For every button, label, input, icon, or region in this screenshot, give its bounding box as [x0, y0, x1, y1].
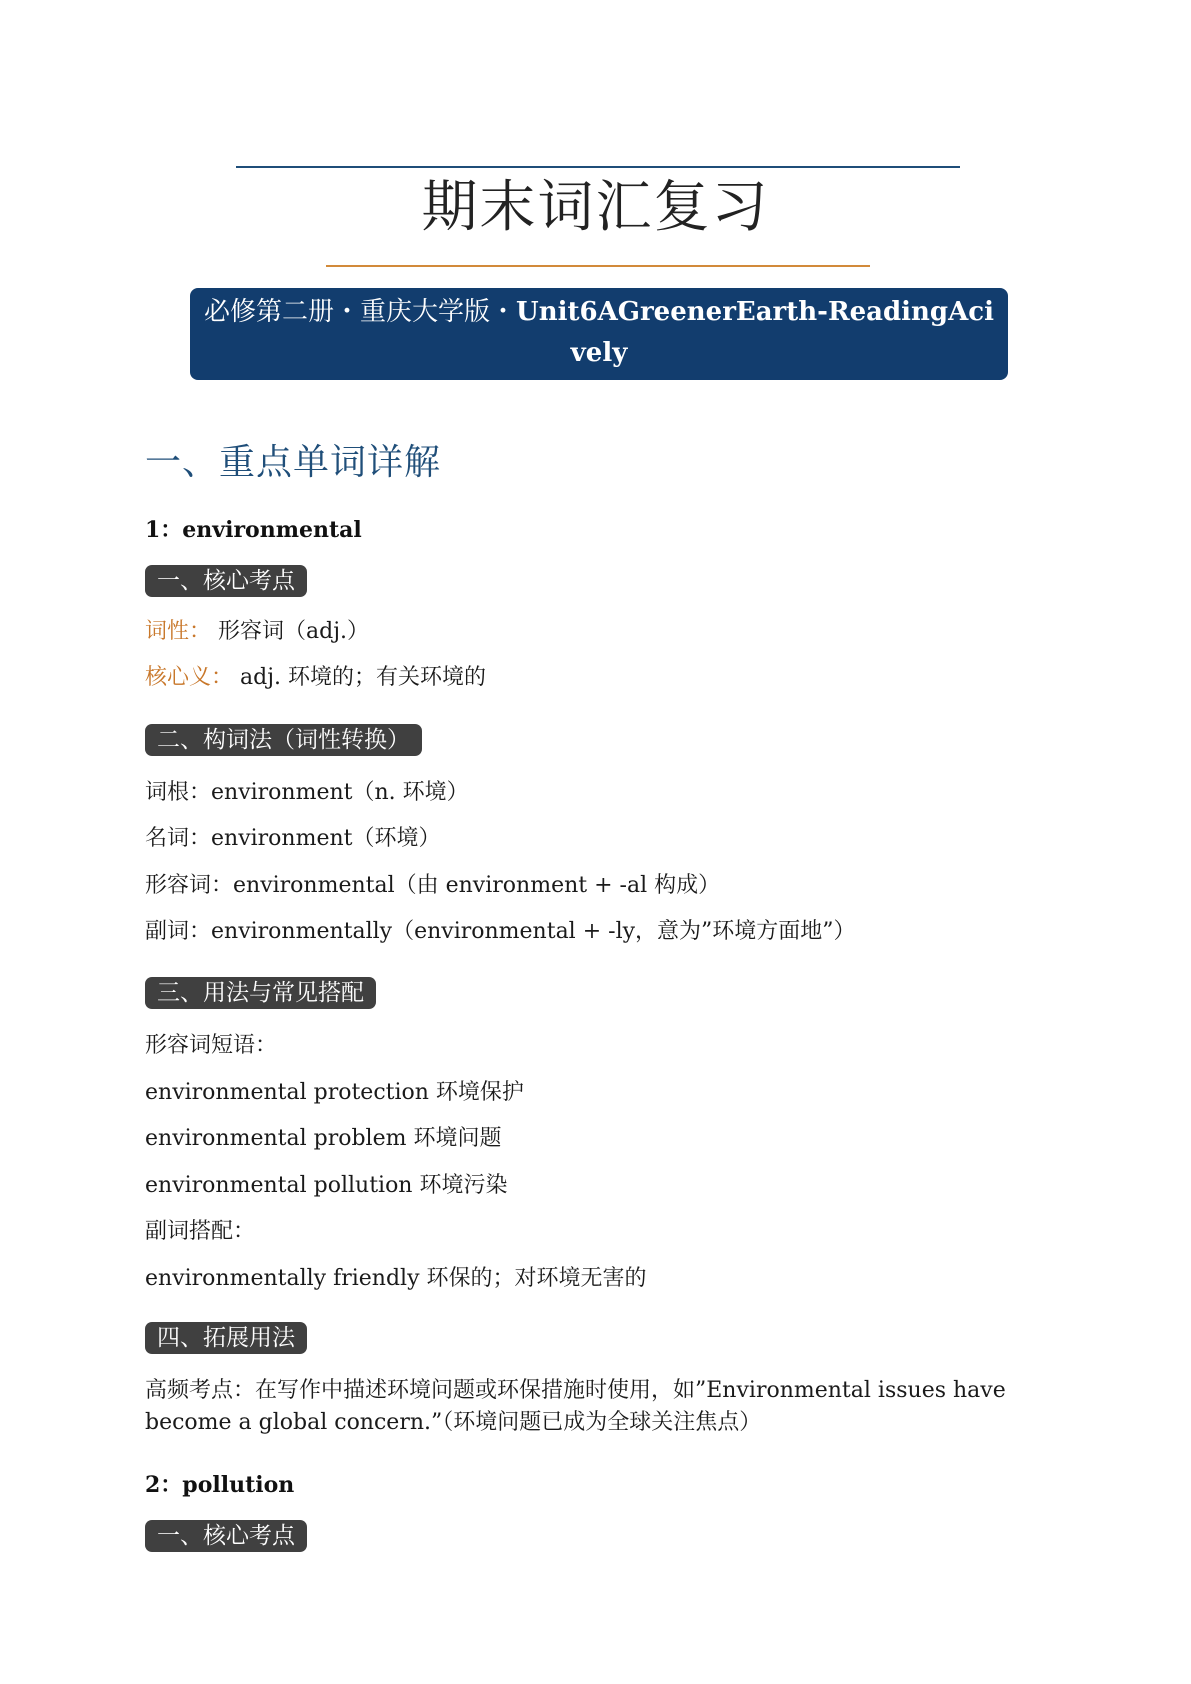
usage-line: 副词搭配： [145, 1219, 256, 1244]
tag-core: 一、核心考点 [145, 1520, 307, 1552]
pos-value: 形容词（adj.） [218, 619, 370, 644]
tag-usage: 三、用法与常见搭配 [145, 977, 376, 1009]
usage-line: environmental pollution 环境污染 [145, 1173, 508, 1198]
morph-line: 形容词：environmental（由 environment + -al 构成） [145, 873, 721, 898]
pos-line [145, 617, 369, 647]
morph-line: 名词：environment（环境） [145, 826, 441, 851]
section-heading: 一、重点单词详解 [145, 442, 442, 483]
banner-unit: Unit6AGreenerEarth-ReadingAcively [516, 297, 994, 368]
usage-line: environmental protection 环境保护 [145, 1080, 524, 1105]
meaning-label: 核心义： [145, 665, 234, 690]
page-title: 期末词汇复习 [421, 175, 770, 240]
unit-banner [190, 288, 1008, 380]
morph-line: 词根：environment（n. 环境） [145, 780, 469, 805]
word-title: 1：environmental [145, 517, 362, 543]
tag-morphology: 二、构词法（词性转换） [145, 724, 422, 756]
extension-text: 高频考点：在写作中描述环境问题或环保措施时使用，如”Environmental issues have become a global concern.”（环境问题已成为全球关注焦点） [145, 1378, 1006, 1435]
meaning-value: adj. 环境的；有关环境的 [240, 665, 487, 690]
title-top-rule [236, 166, 960, 168]
word-title: 2：pollution [145, 1472, 295, 1498]
tag-extension: 四、拓展用法 [145, 1322, 307, 1354]
tag-core: 一、核心考点 [145, 565, 307, 597]
pos-label: 词性： [145, 619, 212, 644]
usage-line: environmentally friendly 环保的；对环境无害的 [145, 1266, 647, 1291]
usage-line: 形容词短语： [145, 1033, 278, 1058]
meaning-line [145, 663, 486, 693]
morph-line: 副词：environmentally（environmental + -ly，意为”环境方面地”） [145, 919, 856, 944]
banner-prefix: 必修第二册・重庆大学版・ [204, 297, 517, 327]
usage-line: environmental problem 环境问题 [145, 1126, 502, 1151]
title-bottom-rule [326, 265, 870, 267]
